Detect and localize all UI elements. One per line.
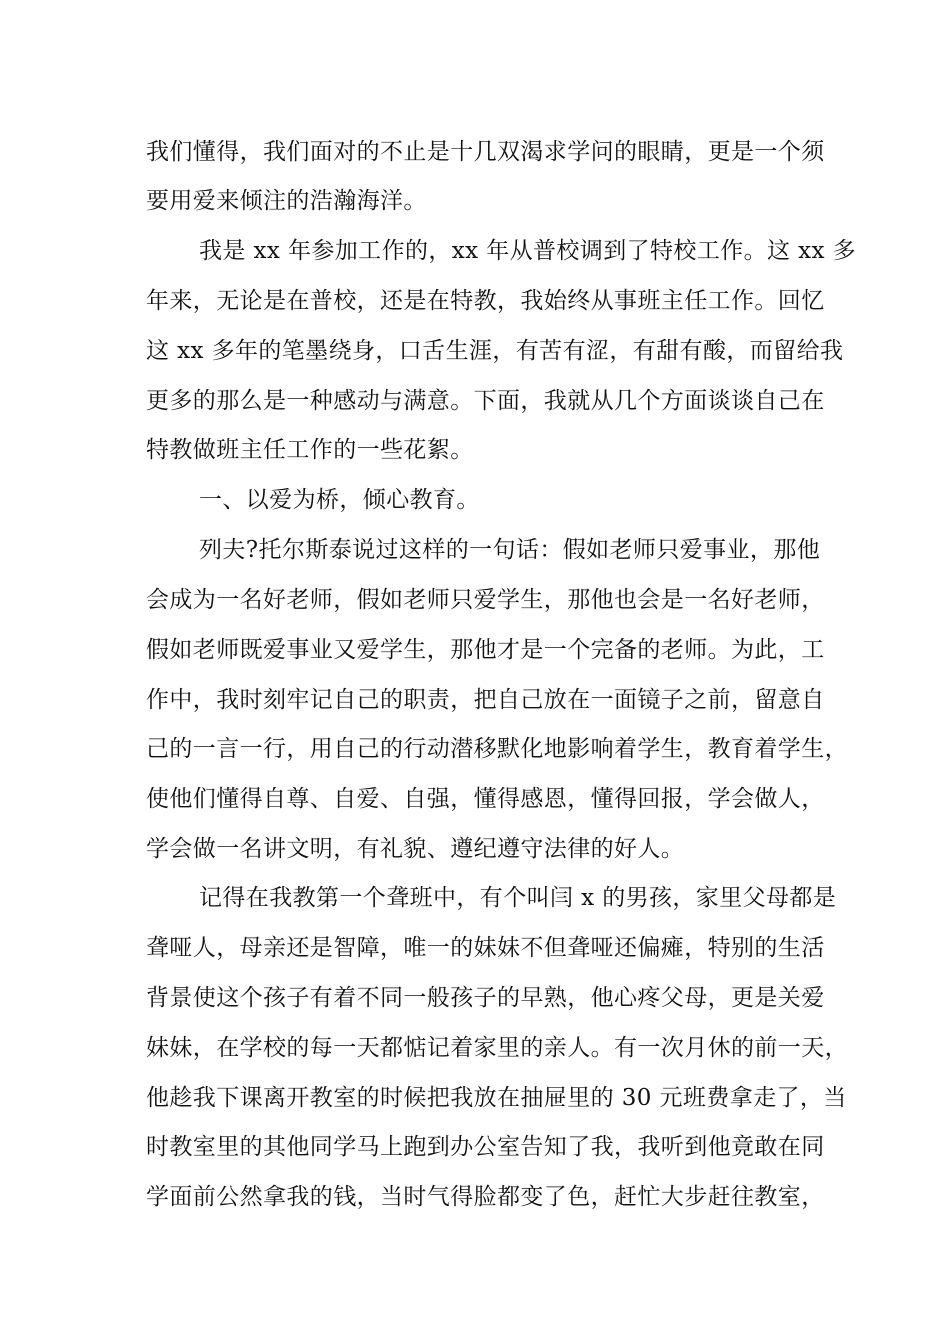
text-line: 我是 xx 年参加工作的，xx 年从普校调到了特校工作。这 xx 多 bbox=[199, 238, 856, 264]
section-heading: 一、以爱为桥，倾心教育。 bbox=[199, 487, 480, 513]
text-line: 更多的那么是一种感动与满意。下面，我就从几个方面谈谈自己在 bbox=[146, 388, 825, 414]
text-line: 会成为一名好老师，假如老师只爱学生，那他也会是一名好老师， bbox=[146, 587, 825, 613]
text-line: 假如老师既爱事业又爱学生，那他才是一个完备的老师。为此，工 bbox=[146, 637, 825, 663]
text-line: 聋哑人，母亲还是智障，唯一的妹妹不但聋哑还偏瘫，特别的生活 bbox=[146, 935, 825, 961]
text-line: 记得在我教第一个聋班中，有个叫闫 x 的男孩，家里父母都是 bbox=[199, 885, 837, 911]
text-line: 他趁我下课离开教室的时候把我放在抽屉里的 30 元班费拿走了，当 bbox=[146, 1085, 847, 1111]
text-line: 学会做一名讲文明，有礼貌、遵纪遵守法律的好人。 bbox=[146, 836, 685, 862]
text-line: 作中，我时刻牢记自己的职责，把自己放在一面镜子之前，留意自 bbox=[146, 687, 825, 713]
text-line: 这 xx 多年的笔墨绕身，口舌生涯，有苦有涩，有甜有酸，而留给我 bbox=[146, 338, 844, 364]
text-line: 列夫?托尔斯泰说过这样的一句话：假如老师只爱事业，那他 bbox=[199, 537, 821, 563]
text-line: 学面前公然拿我的钱，当时气得脸都变了色，赶忙大步赶往教室， bbox=[146, 1184, 825, 1210]
text-line: 背景使这个孩子有着不同一般孩子的早熟，他心疼父母，更是关爱 bbox=[146, 985, 825, 1011]
text-line: 使他们懂得自尊、自爱、自强，懂得感恩，懂得回报，学会做人， bbox=[146, 786, 825, 812]
text-line: 妹妹，在学校的每一天都惦记着家里的亲人。有一次月休的前一天， bbox=[146, 1035, 848, 1061]
text-line: 时教室里的其他同学马上跑到办公室告知了我，我听到他竟敢在同 bbox=[146, 1134, 825, 1160]
text-line: 要用爱来倾注的浩瀚海洋。 bbox=[146, 188, 427, 214]
text-line: 特教做班主任工作的一些花絮。 bbox=[146, 437, 474, 463]
text-line: 我们懂得，我们面对的不止是十几双渴求学问的眼睛，更是一个须 bbox=[146, 139, 825, 165]
text-line: 年来，无论是在普校，还是在特教，我始终从事班主任工作。回忆 bbox=[146, 288, 825, 314]
text-line: 己的一言一行，用自己的行动潜移默化地影响着学生，教育着学生， bbox=[146, 736, 848, 762]
